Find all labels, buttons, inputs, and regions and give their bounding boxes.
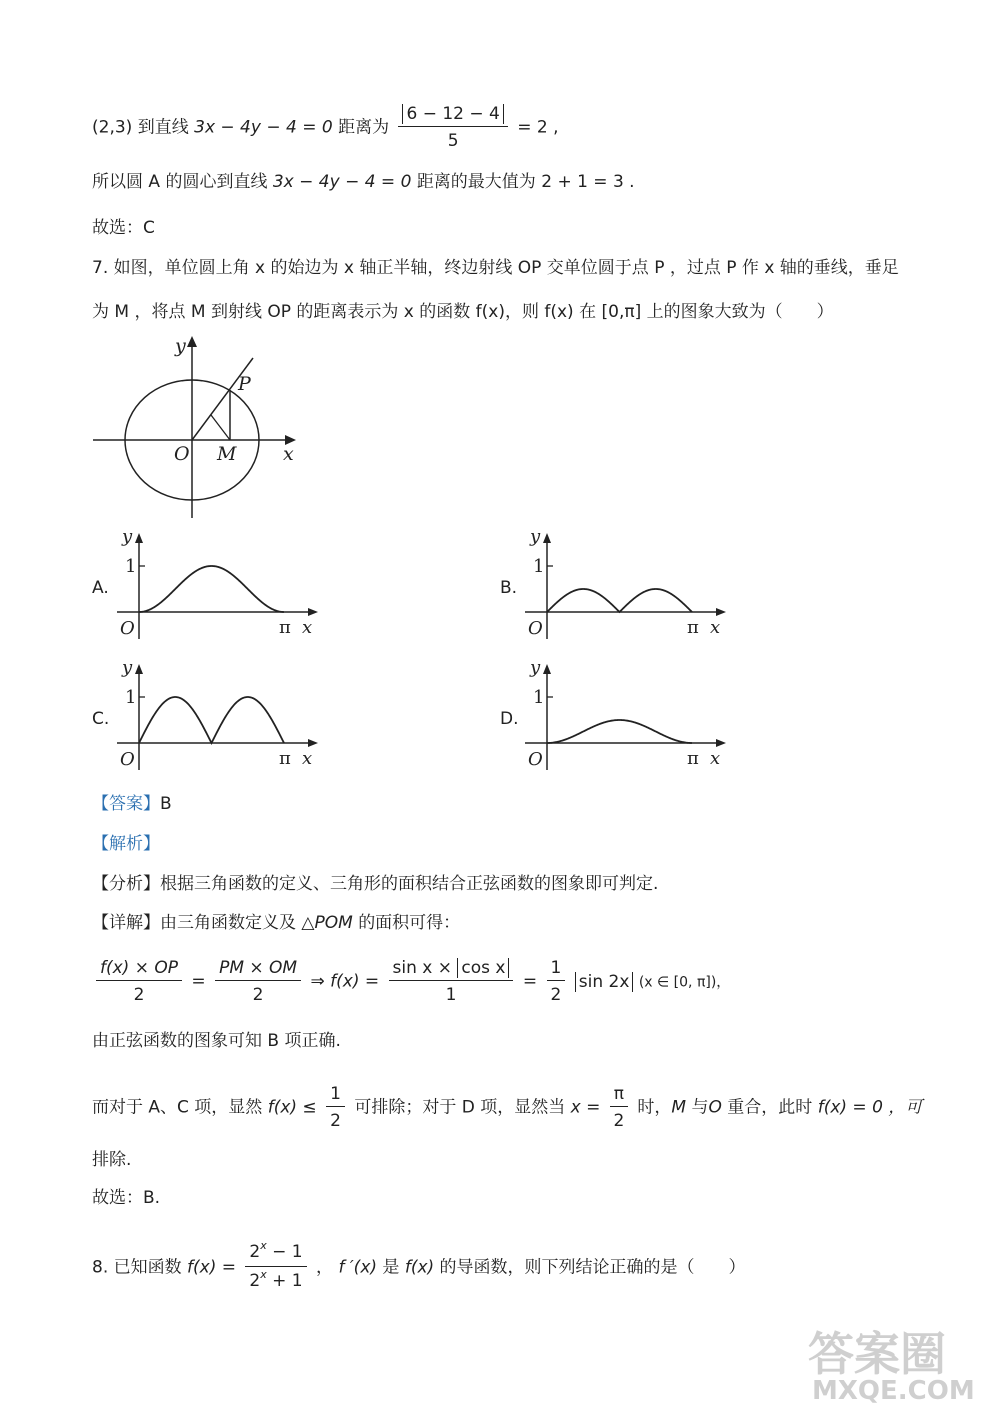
x-label: x — [302, 617, 313, 638]
answer-value: B — [160, 794, 172, 814]
function-curve — [547, 589, 692, 612]
unit-circle-figure — [85, 330, 310, 525]
q7-line2: 为 M ，将点 M 到射线 OP 的距离表示为 x 的函数 f(x)，则 f(x) 在 [0,π] 上的图象大致为（ ） — [92, 302, 834, 322]
fig-y-label: y — [175, 335, 186, 357]
b-correct-line: 由正弦函数的图象可知 B 项正确. — [92, 1031, 341, 1051]
answer-q6: 故选：C — [92, 218, 155, 238]
watermark-site: MXQE.COM — [812, 1376, 975, 1406]
exclusion-line: 而对于 A、C 项，显然 f(x) ≤ $\frac{1}{2}$ 可排除；对于 D 项，显然当 x = $\frac{\pi}{2}$ 时，M 与O 重合，此时 f(x) = 0 ，可 — [92, 1084, 923, 1131]
one-label: 1 — [533, 556, 545, 577]
origin-label: O — [528, 749, 543, 770]
exclusion-tail: 排除. — [92, 1150, 132, 1170]
x-label: x — [302, 748, 313, 769]
option-c-label[interactable]: C. — [92, 709, 110, 729]
one-label: 1 — [533, 687, 545, 708]
origin-label: O — [120, 749, 135, 770]
y-arrow — [543, 664, 551, 674]
q8-line: 8. 已知函数 f(x) = $\frac{2^x - 1}{2^x + 1}$ ， f ′(x) 是 f(x) 的导函数，则下列结论正确的是（ ） — [92, 1239, 746, 1291]
x-label: x — [710, 748, 721, 769]
pi-label: π — [279, 748, 291, 769]
y-arrow — [135, 533, 143, 543]
function-curve — [547, 720, 692, 743]
pi-label: π — [279, 617, 291, 638]
pi-label: π — [687, 748, 699, 769]
xiangjie-line: 【详解】由三角函数定义及 △POM 的面积可得： — [92, 913, 461, 933]
jiexi-heading: 【解析】 — [92, 834, 160, 854]
q7-line1: 7. 如图，单位圆上角 x 的始边为 x 轴正半轴，终边射线 OP 交单位圆于点 P ，过点 P 作 x 轴的垂线，垂足 — [92, 258, 899, 278]
y-label: y — [122, 657, 133, 678]
pi-label: π — [687, 617, 699, 638]
option-d-label[interactable]: D. — [500, 709, 519, 729]
distance-line: (2,3) 到直线 3x − 4y − 4 = 0 距离为 $\frac{6 - 12 - 4}{5}$ = 2 , — [92, 104, 559, 151]
origin-label: O — [528, 618, 543, 639]
one-label: 1 — [125, 687, 137, 708]
x-arrow — [308, 739, 318, 747]
y-label: y — [530, 657, 541, 678]
fig-o-label: O — [174, 443, 190, 465]
fenxi-line: 【分析】根据三角函数的定义、三角形的面积结合正弦函数的图象即可判定. — [92, 874, 659, 894]
y-arrow — [135, 664, 143, 674]
answer-line: 【答案】B — [92, 794, 172, 814]
y-label: y — [122, 526, 133, 547]
implies-arrow: ⇒ — [310, 971, 325, 992]
function-curve — [139, 566, 284, 612]
ray-op — [192, 358, 253, 440]
option-d-graph[interactable] — [520, 656, 735, 776]
y-arrow — [543, 533, 551, 543]
function-curve — [139, 697, 284, 743]
watermark-logo: 答案圈 — [808, 1327, 946, 1381]
y-label: y — [530, 526, 541, 547]
x-arrow — [716, 739, 726, 747]
distance-fraction: $\frac{6 - 12 - 4}{5}$ — [398, 104, 507, 151]
max-distance-line: 所以圆 A 的圆心到直线 3x − 4y − 4 = 0 距离的最大值为 2 + 1 = 3 . — [92, 172, 635, 192]
option-a-label[interactable]: A. — [92, 578, 109, 598]
fig-p-label: P — [238, 373, 251, 395]
option-b-graph[interactable] — [520, 525, 735, 645]
y-arrow — [187, 336, 197, 347]
option-b-label[interactable]: B. — [500, 578, 518, 598]
fig-m-label: M — [217, 443, 237, 465]
x-arrow — [308, 608, 318, 616]
option-a-graph[interactable] — [112, 525, 327, 645]
answer-q7: 故选：B. — [92, 1188, 161, 1208]
option-c-graph[interactable] — [112, 656, 327, 776]
fig-x-label: x — [283, 443, 294, 465]
x-arrow — [716, 608, 726, 616]
area-formula: $\frac{f(x) \times OP}{2}$ = $\frac{PM \times OM}{2}$ ⇒ f(x) = $\frac{\text{sin x × cos x}}{1}$ = $\frac{1}{2}$ sin 2x (x ∈ [0, π])， — [92, 958, 730, 1005]
origin-label: O — [120, 618, 135, 639]
m-perpendicular — [211, 415, 230, 440]
x-label: x — [710, 617, 721, 638]
one-label: 1 — [125, 556, 137, 577]
point-text: (2,3) — [92, 117, 133, 138]
